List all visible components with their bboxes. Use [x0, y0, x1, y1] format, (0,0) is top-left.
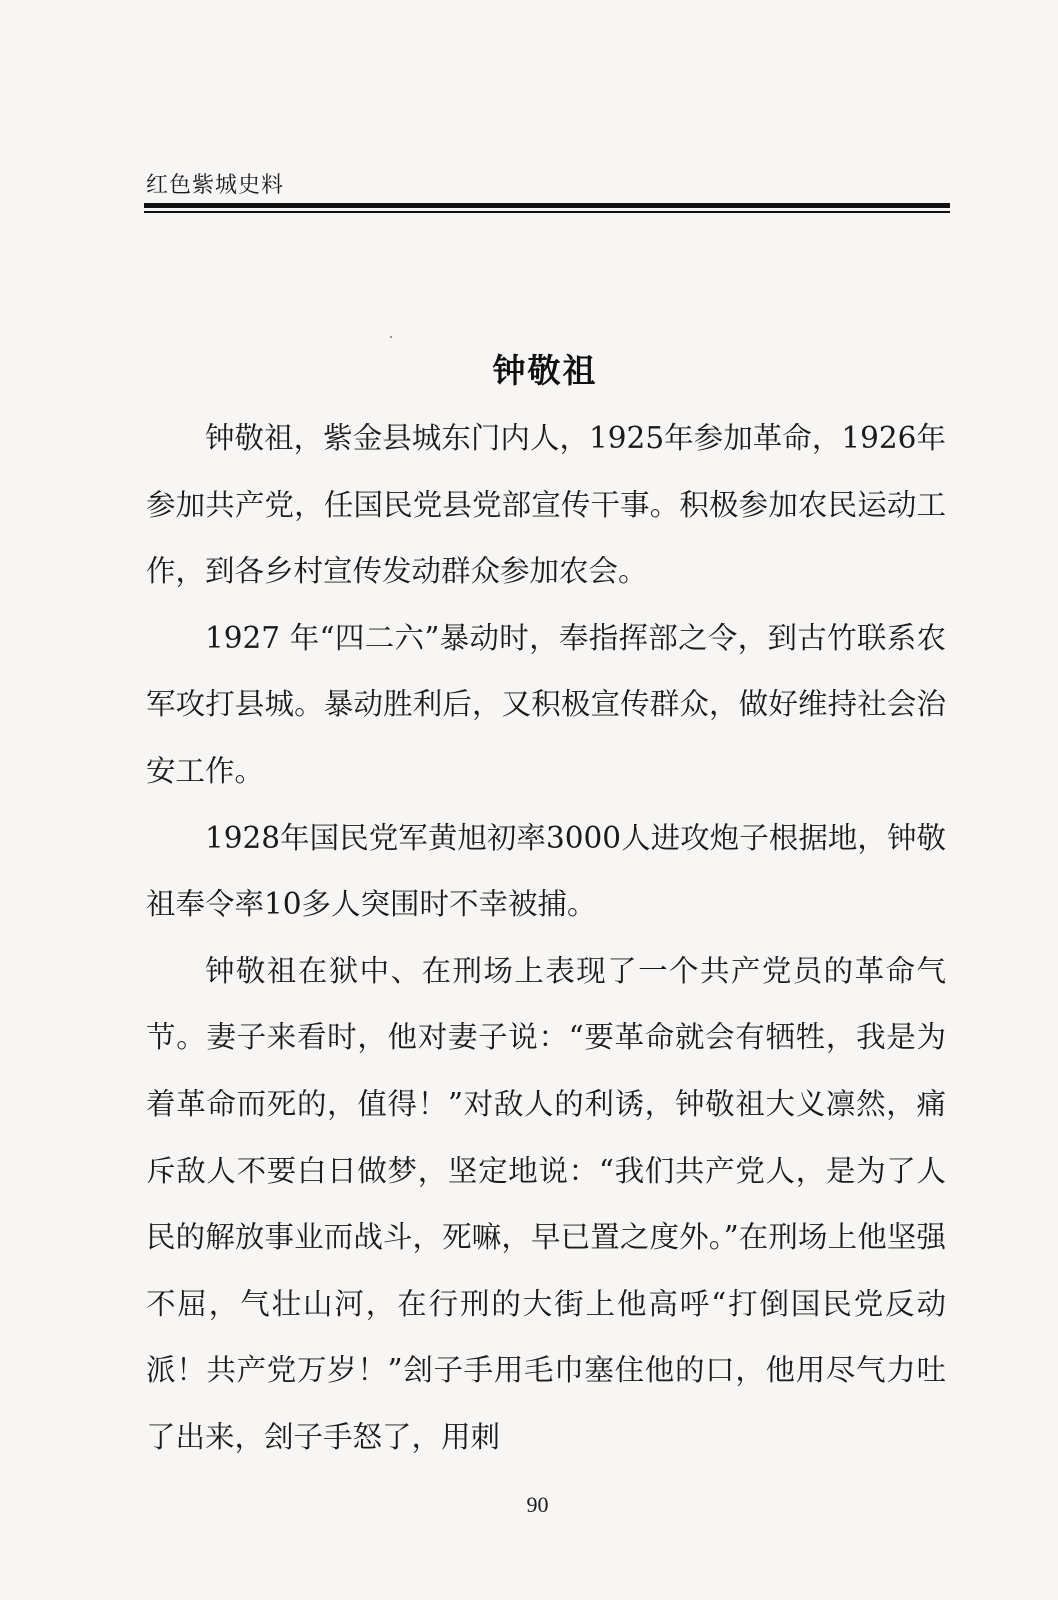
page-number: 90 — [526, 1492, 549, 1517]
running-header: 红色紫城史料 — [146, 173, 285, 198]
paragraph: 1927 年“四二六”暴动时，奉指挥部之令，到古竹联系农军攻打县城。暴动胜利后，又积极宣传群众，做好维持社会治安工作。 — [146, 620, 946, 788]
paragraph: 1928年国民党军黄旭初率3000人进攻炮子根据地，钟敬祖奉令率10多人突围时不幸被捕。 — [146, 820, 946, 922]
print-speck — [390, 336, 392, 338]
article-title: 钟敬祖 — [492, 351, 598, 390]
header-rule-thick — [144, 203, 950, 208]
paragraph: 钟敬祖，紫金县城东门内人，1925年参加革命，1926年参加共产党，任国民党县党部宣传干事。积极参加农民运动工作，到各乡村宣传发动群众参加农会。 — [146, 421, 946, 589]
paragraph: 钟敬祖在狱中、在刑场上表现了一个共产党员的革命气节。妻子来看时，他对妻子说：“要革命就会有牺牲，我是为着革命而死的，值得！”对敌人的利诱，钟敬祖大义凛然，痛斥敌人不要白日做梦，坚定地说：“我们共产党人，是为了人民的解放事业而战斗，死嘛，早已置之度外。”在刑场上他坚强不屈，气壮山河，在行刑的大街上他高呼“打倒国民党反动派！共产党万岁！”刽子手用毛巾塞住他的口，他用尽气力吐了出来，刽子手怒了，用刺 — [146, 953, 946, 1454]
article-body — [146, 405, 946, 1471]
header-rule-thin — [144, 211, 950, 213]
